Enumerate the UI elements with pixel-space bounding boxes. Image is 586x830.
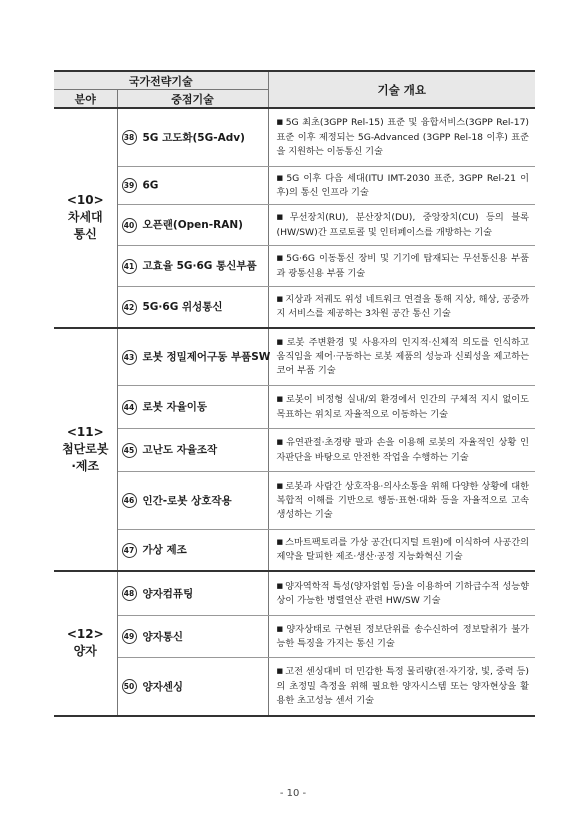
key-tech-cell (117, 205, 268, 246)
tech-name: 로봇 정밀제어구동 부품SW (142, 351, 271, 364)
field-label-line: 차세대 (67, 210, 103, 225)
bullet-icon: ■ (276, 481, 284, 490)
tech-number: 44 (122, 400, 137, 415)
tech-description: 양자역학적 특성(양자얽힘 등)을 이용하여 기하급수적 성능향상이 가능한 병렬연산 관련 HW/SW 기술 (276, 580, 530, 606)
page-number: - 10 - (279, 788, 307, 799)
key-tech-cell (117, 166, 268, 205)
tech-description: 지상과 저궤도 위성 네트워크 연결을 통해 지상, 해상, 공중까지 서비스를 제공하는 3차원 공간 통신 기술 (276, 294, 530, 320)
tech-description-cell (268, 658, 535, 716)
table-row (54, 287, 535, 328)
tech-name: 고난도 자율조작 (142, 444, 218, 457)
tech-name: 6G (142, 179, 159, 192)
field-cell (54, 328, 117, 571)
field-label-line: <11> (66, 424, 104, 439)
tech-number: 47 (122, 543, 137, 558)
field-label-line: 통신 (73, 227, 97, 242)
field-label-line: ·제조 (71, 458, 100, 473)
tech-description-cell (268, 571, 535, 616)
bullet-icon: ■ (276, 213, 288, 222)
table-row (54, 571, 535, 616)
key-tech-cell (117, 658, 268, 716)
tech-number: 39 (122, 178, 137, 193)
table-row (54, 616, 535, 658)
header-strategic-tech: 국가전략기술 (54, 71, 268, 90)
tech-name: 인간-로봇 상호작용 (142, 494, 232, 507)
tech-number: 42 (122, 300, 137, 315)
tech-name: 로봇 자율이동 (142, 401, 208, 414)
bullet-icon: ■ (276, 173, 285, 182)
field-label-line: 첨단로봇 (62, 441, 109, 456)
tech-number: 41 (122, 259, 137, 274)
tech-description: 5G·6G 이동통신 장비 및 기기에 탑재되는 무선통신용 부품과 광통신용 부품 기술 (276, 253, 530, 279)
bullet-icon: ■ (276, 581, 284, 590)
tech-description: 무선장치(RU), 분산장치(DU), 중앙장치(CU) 등의 블록(HW/SW)간 프로토콜 및 인터페이스를 개방하는 기술 (276, 212, 530, 238)
tech-description-cell (268, 287, 535, 328)
tech-name: 5G·6G 위성통신 (142, 301, 223, 314)
key-tech-cell (117, 429, 268, 472)
field-label-line: <12> (66, 627, 104, 642)
key-tech-cell (117, 108, 268, 166)
key-tech-cell (117, 472, 268, 530)
key-tech-cell (117, 530, 268, 571)
tech-description: 고전 센싱대비 더 민감한 특정 물리량(전·자기장, 빛, 중력 등)의 초정밀 측정을 위해 필요한 양자시스템 또는 양자현상을 활용한 초고성능 센서 기술 (276, 666, 530, 706)
tech-description: 5G 이후 다음 세대(ITU IMT-2030 표준, 3GPP Rel-21 이후)의 통신 인프라 기술 (276, 172, 529, 198)
bullet-icon: ■ (276, 295, 284, 304)
tech-number: 48 (122, 586, 137, 601)
field-label-line: <10> (66, 193, 104, 208)
bullet-icon: ■ (276, 667, 284, 676)
field-cell (54, 108, 117, 328)
tech-name: 5G 고도화(5G-Adv) (142, 131, 245, 144)
table-row (54, 108, 535, 166)
tech-description: 로봇이 비정형 실내/외 환경에서 인간의 구체적 지시 없이도 목표하는 위치로 자율적으로 이동하는 기술 (276, 394, 529, 420)
tech-number: 45 (122, 443, 137, 458)
bullet-icon: ■ (276, 118, 284, 127)
tech-description-cell (268, 472, 535, 530)
bullet-icon: ■ (276, 438, 285, 447)
bullet-icon: ■ (276, 337, 285, 346)
tech-name: 양자컴퓨팅 (142, 587, 194, 600)
bullet-icon: ■ (276, 538, 284, 547)
field-cell (54, 571, 117, 716)
header-field: 분야 (54, 90, 117, 109)
tech-description-cell (268, 246, 535, 287)
tech-description: 로봇 주변환경 및 사용자의 인지적·신체적 의도를 인식하고 움직임을 제어·구동하는 로봇 제품의 성능과 신뢰성을 제고하는 코어 부품 기술 (276, 336, 530, 377)
table-row (54, 166, 535, 205)
tech-description: 스마트팩토리를 가상 공간(디지털 트윈)에 이식하여 사공간의 제약을 탈피한 제조·생산·공정 지능화혁신 기술 (276, 537, 530, 563)
table-row (54, 658, 535, 716)
table-row (54, 530, 535, 571)
bullet-icon: ■ (276, 254, 285, 263)
tech-number: 43 (122, 350, 137, 365)
tech-number: 50 (122, 679, 137, 694)
key-tech-cell (117, 571, 268, 616)
tech-description-cell (268, 386, 535, 429)
tech-name: 고효율 5G·6G 통신부품 (142, 260, 257, 273)
key-tech-cell (117, 616, 268, 658)
tech-name: 오픈랜(Open-RAN) (142, 219, 243, 232)
tech-name: 가상 제조 (142, 544, 187, 557)
tech-description: 양자상태로 구현된 정보단위를 송수신하여 정보탈취가 불가능한 특징을 가지는 통신 기술 (276, 623, 530, 650)
tech-description-cell (268, 429, 535, 472)
strategic-tech-table (54, 70, 535, 717)
tech-description-cell (268, 108, 535, 166)
tech-description-cell (268, 166, 535, 205)
header-overview: 기술 개요 (268, 71, 535, 108)
table-row (54, 386, 535, 429)
tech-description-cell (268, 616, 535, 658)
key-tech-cell (117, 287, 268, 328)
table-row (54, 328, 535, 386)
tech-number: 46 (122, 493, 137, 508)
tech-description: 로봇과 사람간 상호작용·의사소통을 위해 다양한 상황에 대한 복합적 이해를 기반으로 행동·표현·대화 등을 자율적으로 고속 생성하는 기술 (276, 480, 530, 521)
key-tech-cell (117, 386, 268, 429)
tech-description: 5G 최초(3GPP Rel-15) 표준 및 융합서비스(3GPP Rel-17) 표준 이후 제정되는 5G-Advanced (3GPP Rel-18 이후) 표준을 지원하는 이동통신 기술 (276, 117, 530, 157)
bullet-icon: ■ (276, 624, 285, 633)
header-key-tech: 중점기술 (117, 90, 268, 109)
tech-description-cell (268, 328, 535, 386)
field-label-line: 양자 (73, 644, 97, 659)
bullet-icon: ■ (276, 395, 285, 404)
key-tech-cell (117, 246, 268, 287)
tech-number: 40 (122, 218, 137, 233)
tech-description-cell (268, 205, 535, 246)
table-row (54, 205, 535, 246)
table-row (54, 246, 535, 287)
tech-name: 양자센싱 (142, 680, 184, 693)
tech-description-cell (268, 530, 535, 571)
tech-description: 유연관절·초경량 팔과 손을 이용해 로봇의 자율적인 상황 인자판단을 바탕으로 안전한 작업을 수행하는 기술 (276, 437, 530, 463)
table-row (54, 472, 535, 530)
tech-name: 양자통신 (142, 630, 184, 643)
tech-number: 38 (122, 130, 137, 145)
tech-number: 49 (122, 629, 137, 644)
key-tech-cell (117, 328, 271, 386)
table-row (54, 429, 535, 472)
